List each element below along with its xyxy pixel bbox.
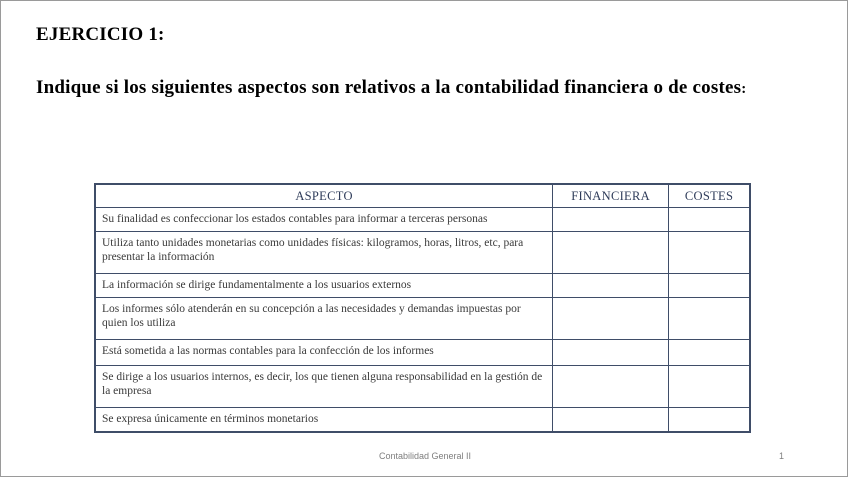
- financiera-cell[interactable]: [553, 274, 669, 298]
- aspect-cell: Su finalidad es confeccionar los estados contables para informar a terceras personas: [95, 208, 553, 232]
- table-row: [95, 366, 750, 408]
- financiera-cell[interactable]: [553, 232, 669, 274]
- header-aspecto: ASPECTO: [95, 184, 553, 208]
- financiera-cell[interactable]: [553, 340, 669, 366]
- costes-cell[interactable]: [669, 340, 750, 366]
- costes-cell[interactable]: [669, 208, 750, 232]
- aspect-cell: Utiliza tanto unidades monetarias como unidades físicas: kilogramos, horas, litros, etc, para presentar la información: [95, 232, 553, 274]
- table-row: [95, 274, 750, 298]
- costes-cell[interactable]: [669, 408, 750, 433]
- costes-cell[interactable]: [669, 274, 750, 298]
- table-row: [95, 232, 750, 274]
- costes-cell[interactable]: [669, 232, 750, 274]
- table-row: [95, 298, 750, 340]
- costes-cell[interactable]: [669, 366, 750, 408]
- financiera-cell[interactable]: [553, 208, 669, 232]
- page-number: 1: [779, 451, 785, 461]
- instruction-colon: :: [741, 81, 747, 97]
- aspect-cell: Se dirige a los usuarios internos, es decir, los que tienen alguna responsabilidad en la gestión de la empresa: [95, 366, 553, 408]
- header-financiera: FINANCIERA: [553, 184, 669, 208]
- aspect-cell: Está sometida a las normas contables para la confección de los informes: [95, 340, 553, 366]
- financiera-cell[interactable]: [553, 408, 669, 433]
- instruction-text: Indique si los siguientes aspectos son relativos a la contabilidad financiera o de costes: [36, 77, 742, 98]
- header-costes: COSTES: [669, 184, 750, 208]
- exercise-instruction: [36, 75, 796, 102]
- financiera-cell[interactable]: [553, 366, 669, 408]
- aspect-cell: La información se dirige fundamentalmente a los usuarios externos: [95, 274, 553, 298]
- table-header-row: [95, 184, 750, 208]
- table-row: [95, 408, 750, 433]
- aspects-table: [94, 183, 751, 433]
- financiera-cell[interactable]: [553, 298, 669, 340]
- aspect-cell: Se expresa únicamente en términos monetarios: [95, 408, 553, 433]
- costes-cell[interactable]: [669, 298, 750, 340]
- exercise-title: EJERCICIO 1:: [36, 24, 165, 45]
- aspect-cell: Los informes sólo atenderán en su concepción a las necesidades y demandas impuestas por quien los utiliza: [95, 298, 553, 340]
- table-row: [95, 208, 750, 232]
- footer-text: Contabilidad General II: [378, 451, 472, 461]
- table-row: [95, 340, 750, 366]
